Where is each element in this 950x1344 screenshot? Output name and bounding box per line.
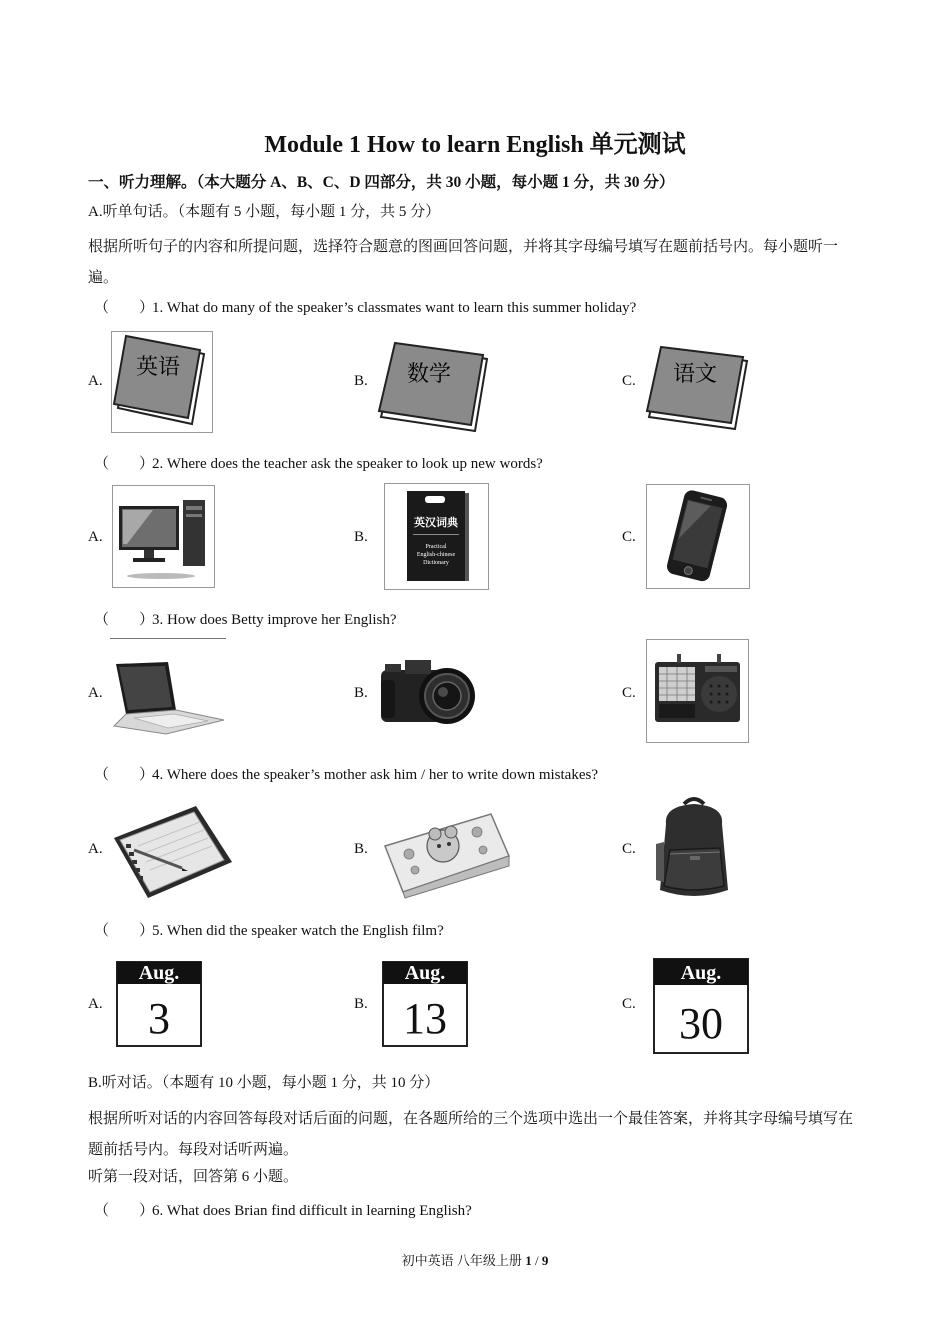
option-label-c: C.	[622, 996, 636, 1012]
question-3	[94, 608, 397, 629]
question-1	[94, 296, 636, 317]
option-label-c: C.	[622, 373, 636, 389]
book-title-chinese: 语文	[673, 362, 718, 387]
mobile-phone-image	[646, 484, 750, 589]
book-title-english: 英语	[136, 355, 181, 380]
calendar-aug-3	[116, 961, 202, 1047]
part-b-instruction: 根据所听对话的内容回答每段对话后面的问题，在各题所给的三个选项中选出一个最佳答案，并将其字母编号填写在题前括号内。每段对话听两遍。	[88, 1111, 854, 1158]
option-label-c: C.	[622, 841, 636, 857]
dialogue-1-instruction: 听第一段对话，回答第 6 小题。	[88, 1169, 299, 1185]
pencil-case-image	[379, 806, 514, 900]
calendar-day: 13	[403, 994, 447, 1043]
question-4	[94, 763, 598, 784]
option-label-a: A.	[88, 529, 103, 545]
option-label-a: A.	[88, 841, 103, 857]
dictionary-line-3: Dictionary	[423, 560, 449, 566]
book-title-math: 数学	[407, 362, 452, 387]
answer-blank[interactable]: （ ）	[94, 456, 155, 472]
dictionary-line-1: Practical	[425, 544, 447, 550]
answer-blank[interactable]: （ ）	[94, 767, 155, 783]
question-5	[94, 919, 444, 940]
question-text: 4. Where does the speaker’s mother ask him / her to write down mistakes?	[152, 767, 598, 783]
question-6	[94, 1199, 472, 1220]
option-label-b: B.	[354, 996, 368, 1012]
page-footer	[0, 1250, 950, 1269]
footer-text: 初中英语 八年级上册	[401, 1253, 526, 1268]
answer-blank[interactable]: （ ）	[94, 612, 155, 628]
calendar-month: Aug.	[680, 962, 722, 984]
radio-image	[646, 639, 749, 743]
answer-blank[interactable]: （ ）	[94, 923, 155, 939]
section-heading: 一、听力理解。（本大题分 A、B、C、D 四部分，共 30 小题，每小题 1 分，共 30 分）	[88, 174, 675, 191]
page-separator: /	[531, 1253, 542, 1268]
camera-image	[377, 650, 485, 730]
chinese-book-image	[645, 345, 751, 431]
page-number: 1	[525, 1253, 532, 1268]
calendar-day: 3	[148, 994, 170, 1043]
question-text: 2. Where does the teacher ask the speaker to look up new words?	[152, 456, 543, 472]
calendar-day: 30	[679, 999, 723, 1048]
option-label-a: A.	[88, 996, 103, 1012]
dictionary-line-2: English-chinese	[416, 552, 456, 558]
part-a-heading: A.听单句话。（本题有 5 小题，每小题 1 分，共 5 分）	[88, 204, 441, 220]
page-title: Module 1 How to learn English 单元测试	[264, 132, 686, 158]
option-label-b: B.	[354, 685, 368, 701]
part-a-instruction: 根据所听句子的内容和所提问题，选择符合题意的图画回答问题，并将其字母编号填写在题前括号内。每小题听一遍。	[88, 239, 839, 286]
math-book-image	[377, 341, 491, 433]
question-text: 6. What does Brian find difficult in learning English?	[152, 1203, 472, 1219]
calendar-month: Aug.	[404, 962, 446, 984]
part-b-heading: B.听对话。（本题有 10 小题，每小题 1 分，共 10 分）	[88, 1075, 440, 1091]
option-label-b: B.	[354, 373, 368, 389]
divider-line	[110, 638, 226, 639]
answer-blank[interactable]: （ ）	[94, 300, 155, 316]
calendar-aug-13	[382, 961, 468, 1047]
option-label-a: A.	[88, 685, 103, 701]
english-book-image	[111, 331, 213, 433]
laptop-image	[110, 660, 228, 736]
question-text: 3. How does Betty improve her English?	[152, 612, 397, 628]
page-total: 9	[541, 1253, 549, 1268]
question-text: 5. When did the speaker watch the English film?	[152, 923, 444, 939]
option-label-a: A.	[88, 373, 103, 389]
option-label-c: C.	[622, 685, 636, 701]
backpack-image	[650, 794, 738, 904]
calendar-month: Aug.	[138, 962, 180, 984]
dictionary-cn-title: 英汉词典	[414, 516, 458, 529]
dictionary-image	[384, 483, 489, 590]
answer-blank[interactable]: （ ）	[94, 1203, 155, 1219]
calendar-aug-30	[653, 958, 749, 1054]
notebook-image	[108, 798, 236, 904]
option-label-c: C.	[622, 529, 636, 545]
option-label-b: B.	[354, 841, 368, 857]
desktop-computer-image	[112, 485, 215, 588]
question-text: 1. What do many of the speaker’s classmates want to learn this summer holiday?	[152, 300, 637, 316]
option-label-b: B.	[354, 529, 368, 545]
question-2	[94, 452, 543, 473]
